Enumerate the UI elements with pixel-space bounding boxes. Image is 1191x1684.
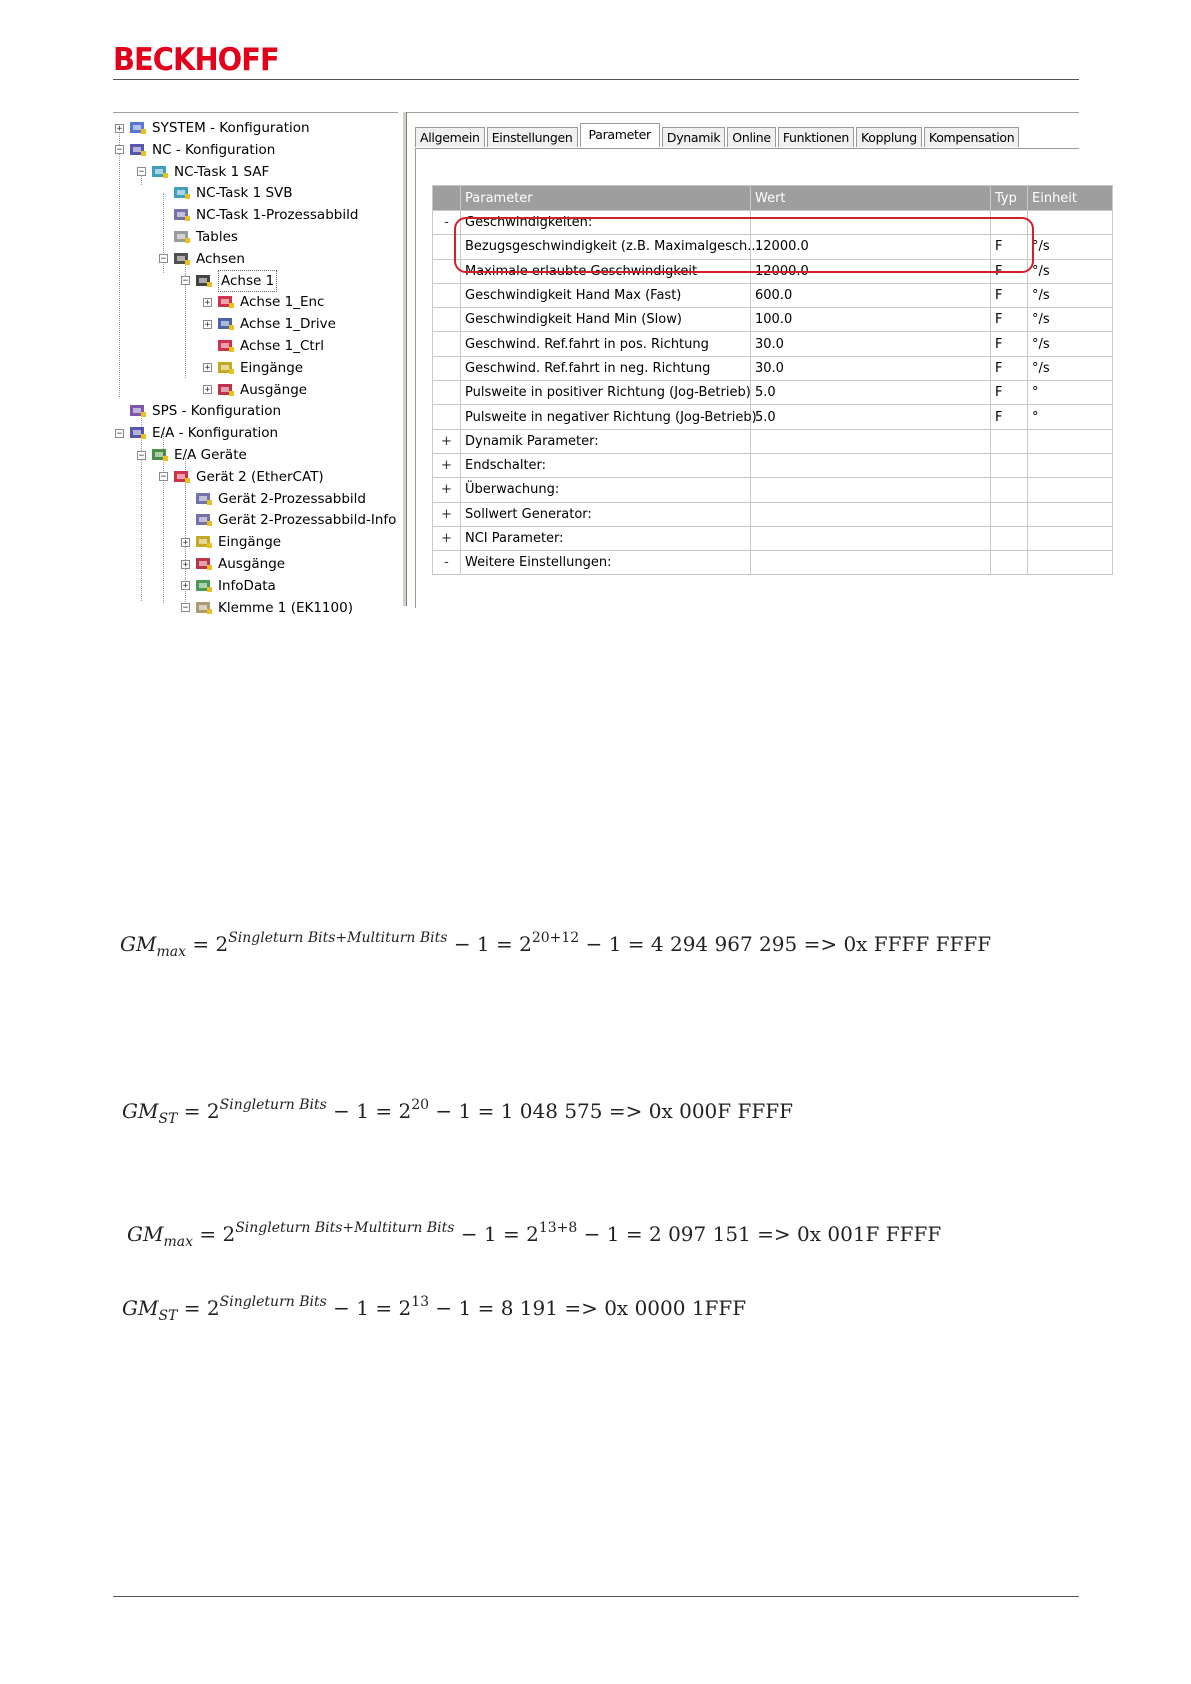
cell-parameter: Geschwind. Ref.fahrt in neg. Richtung (461, 356, 751, 380)
expand-icon[interactable]: + (182, 537, 189, 548)
formula-subscript: ST (158, 1111, 178, 1127)
tab-dynamik[interactable]: Dynamik (662, 127, 725, 147)
tree-item[interactable] (181, 271, 277, 291)
outputs-icon (195, 556, 213, 572)
tree-item-label: Gerät 2-Prozessabbild-Info (218, 512, 397, 529)
tree-item[interactable] (181, 489, 366, 509)
cell-einheit (1028, 502, 1113, 526)
cell-typ: F (991, 405, 1028, 429)
tree-item[interactable] (203, 314, 336, 334)
tree-item-label: Achsen (196, 250, 245, 267)
formula-subscript: max (163, 1234, 193, 1250)
io-config-icon (129, 425, 147, 441)
collapse-icon[interactable]: - (433, 551, 461, 575)
cell-einheit (1028, 478, 1113, 502)
tab-kompensation[interactable]: Kompensation (924, 127, 1019, 147)
formula-eq: = (192, 932, 210, 956)
formula-result: − 1 = 8 191 => 0x 0000 1FFF (435, 1296, 747, 1320)
tree-item-label: InfoData (218, 577, 276, 594)
formula-result: − 1 = 1 048 575 => 0x 000F FFFF (435, 1099, 794, 1123)
task-icon (173, 185, 191, 201)
table-row[interactable] (433, 478, 1113, 502)
outputs-icon (217, 382, 235, 398)
expand-icon[interactable]: + (433, 478, 461, 502)
tree-item[interactable] (159, 227, 238, 247)
cell-einheit: ° (1028, 405, 1113, 429)
tree-item-label: Achse 1_Ctrl (240, 338, 324, 354)
expand-icon[interactable]: + (433, 453, 461, 477)
formula-subscript: ST (158, 1308, 178, 1324)
cell-wert[interactable]: 12000.0 (751, 235, 991, 259)
cell-wert[interactable]: 12000.0 (751, 259, 991, 283)
formula-mid: − 1 = 2 (460, 1222, 539, 1246)
row-marker (433, 381, 461, 405)
process-image-icon (173, 207, 191, 223)
row-marker (433, 283, 461, 307)
formula-exponent: Singleturn Bits+Multiturn Bits (228, 930, 448, 946)
tree-item-label: Achse 1_Drive (240, 316, 336, 333)
cell-wert[interactable] (751, 526, 991, 550)
tree-item-label: Eingänge (240, 359, 304, 376)
expand-icon[interactable]: + (433, 429, 461, 453)
system-config-icon (129, 120, 147, 136)
formula-base: 2 (222, 1222, 236, 1246)
cell-typ: F (991, 259, 1028, 283)
cell-einheit: °/s (1028, 235, 1113, 259)
cell-einheit (1028, 453, 1113, 477)
table-row[interactable] (433, 429, 1113, 453)
expand-icon[interactable]: + (204, 385, 211, 396)
axes-icon (173, 251, 191, 267)
inputs-icon (217, 360, 235, 376)
cell-wert[interactable] (751, 551, 991, 575)
header-parameter[interactable]: Parameter (461, 186, 751, 211)
tab-body-border (415, 148, 416, 608)
table-row[interactable] (433, 526, 1113, 550)
encoder-icon (217, 294, 235, 310)
tree-item-label: Klemme 1 (EK1100) (218, 599, 353, 616)
table-row[interactable] (433, 551, 1113, 575)
tree-item[interactable] (159, 183, 293, 203)
formula-base: 2 (206, 1099, 220, 1123)
expand-icon[interactable]: + (116, 123, 123, 134)
formula-1 (120, 930, 991, 960)
cell-parameter: Pulsweite in negativer Richtung (Jog-Betrieb) (461, 405, 751, 429)
formula-exponent: Singleturn Bits (219, 1294, 327, 1310)
formula-exponent-2: 20 (411, 1097, 430, 1113)
tab-online[interactable]: Online (727, 127, 776, 147)
expand-icon[interactable]: + (433, 502, 461, 526)
tree-item-label: Achse 1 (218, 270, 277, 292)
formula-exponent-2: 13 (411, 1294, 430, 1310)
task-icon (151, 164, 169, 180)
table-row[interactable] (433, 283, 1113, 307)
tab-parameter[interactable]: Parameter (580, 123, 660, 147)
cell-wert[interactable]: 5.0 (751, 381, 991, 405)
collapse-icon[interactable]: - (433, 211, 461, 235)
table-row[interactable] (433, 356, 1113, 380)
formula-exponent-2: 13+8 (538, 1220, 578, 1236)
cell-einheit: °/s (1028, 332, 1113, 356)
tree-item-label: NC-Task 1 SAF (174, 163, 270, 180)
table-row[interactable] (433, 308, 1113, 332)
ethercat-device-icon (173, 469, 191, 485)
cell-einheit: °/s (1028, 259, 1113, 283)
highlight-frame (454, 217, 1034, 273)
formula-lhs: GM (127, 1222, 164, 1246)
table-row[interactable] (433, 502, 1113, 526)
cell-einheit: °/s (1028, 308, 1113, 332)
formula-base: 2 (215, 932, 229, 956)
formula-result: − 1 = 4 294 967 295 => 0x FFFF FFFF (585, 932, 992, 956)
table-row[interactable] (433, 453, 1113, 477)
tree-item-label: Eingänge (218, 534, 282, 551)
table-row[interactable] (433, 405, 1113, 429)
cell-parameter: Sollwert Generator: (461, 502, 751, 526)
tree-item-label: Ausgänge (218, 556, 286, 572)
header-einheit[interactable]: Einheit (1028, 186, 1113, 211)
cell-typ: F (991, 235, 1028, 259)
cell-parameter: Bezugsgeschwindigkeit (z.B. Maximalgesch... (461, 235, 751, 259)
cell-parameter: Geschwindigkeit Hand Min (Slow) (461, 308, 751, 332)
cell-typ: F (991, 381, 1028, 405)
cell-einheit (1028, 551, 1113, 575)
tree-item-label: Gerät 2 (EtherCAT) (196, 468, 324, 485)
cell-wert[interactable]: 30.0 (751, 332, 991, 356)
formula-mid: − 1 = 2 (333, 1099, 412, 1123)
cell-parameter: Pulsweite in positiver Richtung (Jog-Betrieb) (461, 381, 751, 405)
tree-item[interactable] (181, 510, 396, 530)
inputs-icon (195, 534, 213, 550)
tree-item[interactable] (181, 554, 285, 574)
config-tree[interactable] (113, 112, 398, 616)
tab-funktionen[interactable]: Funktionen (778, 127, 854, 147)
formula-mid: − 1 = 2 (453, 932, 532, 956)
expand-icon[interactable]: + (182, 559, 189, 570)
collapse-icon[interactable]: − (182, 603, 189, 614)
cell-wert[interactable] (751, 429, 991, 453)
collapse-icon[interactable]: − (182, 276, 189, 287)
tab-divider (415, 148, 1079, 149)
tree-item[interactable] (181, 532, 281, 552)
cell-wert[interactable] (751, 478, 991, 502)
tree-item-label: E/A - Konfiguration (152, 425, 279, 442)
cell-typ: F (991, 283, 1028, 307)
tree-item[interactable] (203, 358, 303, 378)
nc-config-icon (129, 142, 147, 158)
table-row[interactable] (433, 381, 1113, 405)
tree-item[interactable] (203, 336, 324, 356)
axis-icon (195, 273, 213, 289)
cell-typ (991, 551, 1028, 575)
tree-item-label: SYSTEM - Konfiguration (152, 120, 310, 136)
beckhoff-logo: BECKHOFF (113, 42, 279, 78)
formula-eq: = (183, 1296, 201, 1320)
tree-item[interactable] (181, 576, 276, 596)
cell-einheit: ° (1028, 381, 1113, 405)
controller-icon (217, 338, 235, 354)
cell-typ (991, 478, 1028, 502)
cell-wert[interactable]: 600.0 (751, 283, 991, 307)
drive-icon (217, 316, 235, 332)
cell-einheit: °/s (1028, 356, 1113, 380)
twincat-screenshot (113, 112, 1079, 616)
cell-parameter: Dynamik Parameter: (461, 429, 751, 453)
formula-lhs: GM (120, 932, 157, 956)
tree-connector (119, 127, 120, 397)
tree-item[interactable] (203, 292, 324, 312)
row-marker (433, 308, 461, 332)
tree-item-label: SPS - Konfiguration (152, 403, 282, 420)
formula-3 (127, 1220, 941, 1250)
cell-wert[interactable] (751, 502, 991, 526)
header-typ[interactable]: Typ (991, 186, 1028, 211)
row-marker (433, 332, 461, 356)
cell-parameter: Weitere Einstellungen: (461, 551, 751, 575)
formula-mid: − 1 = 2 (333, 1296, 412, 1320)
cell-wert[interactable]: 30.0 (751, 356, 991, 380)
tab-kopplung[interactable]: Kopplung (856, 127, 922, 147)
formula-lhs: GM (122, 1296, 159, 1320)
formula-exponent: Singleturn Bits (219, 1097, 327, 1113)
plc-config-icon (129, 403, 147, 419)
tab-einstellungen[interactable]: Einstellungen (487, 127, 578, 147)
cell-typ (991, 453, 1028, 477)
formula-base: 2 (206, 1296, 220, 1320)
collapse-icon[interactable]: − (160, 472, 167, 483)
cell-parameter: Maximale erlaubte Geschwindigkeit (461, 259, 751, 283)
formula-eq: = (199, 1222, 217, 1246)
tree-item[interactable] (115, 423, 278, 443)
tree-item-label: E/A Geräte (174, 447, 247, 463)
cell-einheit (1028, 211, 1113, 235)
cell-typ (991, 502, 1028, 526)
tree-item[interactable] (159, 249, 245, 269)
tree-item-label: Gerät 2-Prozessabbild (218, 490, 366, 507)
expand-icon[interactable]: + (433, 526, 461, 550)
infodata-icon (195, 578, 213, 594)
formula-exponent: Singleturn Bits+Multiturn Bits (235, 1220, 455, 1236)
cell-einheit (1028, 429, 1113, 453)
formula-2 (122, 1097, 793, 1127)
cell-parameter: Überwachung: (461, 478, 751, 502)
table-row[interactable] (433, 332, 1113, 356)
cell-wert[interactable]: 100.0 (751, 308, 991, 332)
tree-item[interactable] (115, 118, 310, 138)
cell-parameter: Geschwindigkeit Hand Max (Fast) (461, 283, 751, 307)
tree-item[interactable] (115, 401, 281, 421)
collapse-icon[interactable]: − (116, 428, 123, 439)
cell-typ: F (991, 356, 1028, 380)
tree-item-label: NC - Konfiguration (152, 141, 276, 158)
cell-parameter: Endschalter: (461, 453, 751, 477)
cell-parameter: NCI Parameter: (461, 526, 751, 550)
tree-item[interactable] (181, 598, 353, 618)
header-wert[interactable]: Wert (751, 186, 991, 211)
cell-wert[interactable]: 5.0 (751, 405, 991, 429)
collapse-icon[interactable]: − (138, 450, 145, 461)
expand-icon[interactable]: + (204, 319, 211, 330)
grid-corner (433, 186, 461, 211)
tree-item-label: Achse 1_Enc (240, 294, 325, 311)
cell-parameter: Geschwind. Ref.fahrt in pos. Richtung (461, 332, 751, 356)
axis-properties-panel (407, 112, 1079, 607)
tree-item[interactable] (115, 140, 275, 160)
cell-wert[interactable] (751, 453, 991, 477)
tree-item-label: NC-Task 1-Prozessabbild (196, 207, 359, 224)
terminal-icon (195, 600, 213, 616)
tree-item[interactable] (159, 205, 358, 225)
collapse-icon[interactable]: − (138, 167, 145, 178)
tree-item-label: NC-Task 1 SVB (196, 185, 293, 202)
collapse-icon[interactable]: − (160, 254, 167, 265)
formula-subscript: max (156, 944, 186, 960)
cell-typ: F (991, 308, 1028, 332)
collapse-icon[interactable]: − (116, 145, 123, 156)
process-image-icon (195, 512, 213, 528)
cell-typ: F (991, 332, 1028, 356)
row-marker (433, 356, 461, 380)
process-image-icon (195, 491, 213, 507)
cell-einheit (1028, 526, 1113, 550)
tab-bar (415, 125, 1021, 147)
formula-4 (122, 1294, 746, 1324)
expand-icon[interactable]: + (182, 581, 189, 592)
tab-allgemein[interactable]: Allgemein (415, 127, 485, 147)
header-rule (113, 79, 1079, 80)
table-icon (173, 229, 191, 245)
formula-eq: = (183, 1099, 201, 1123)
expand-icon[interactable]: + (204, 297, 211, 308)
tree-item[interactable] (203, 380, 307, 400)
cell-einheit: °/s (1028, 283, 1113, 307)
tree-item[interactable] (159, 467, 324, 487)
cell-typ (991, 429, 1028, 453)
tree-item-label: Tables (196, 229, 238, 245)
tree-item[interactable] (137, 162, 269, 182)
formula-exponent-2: 20+12 (531, 930, 580, 946)
footer-rule (113, 1596, 1079, 1597)
formula-lhs: GM (122, 1099, 159, 1123)
tree-item-label: Ausgänge (240, 381, 308, 398)
expand-icon[interactable]: + (204, 363, 211, 374)
io-devices-icon (151, 447, 169, 463)
tree-item[interactable] (137, 445, 247, 465)
row-marker (433, 405, 461, 429)
cell-parameter: Geschwindigkeiten: (461, 211, 751, 235)
formula-result: − 1 = 2 097 151 => 0x 001F FFFF (583, 1222, 942, 1246)
cell-typ (991, 526, 1028, 550)
